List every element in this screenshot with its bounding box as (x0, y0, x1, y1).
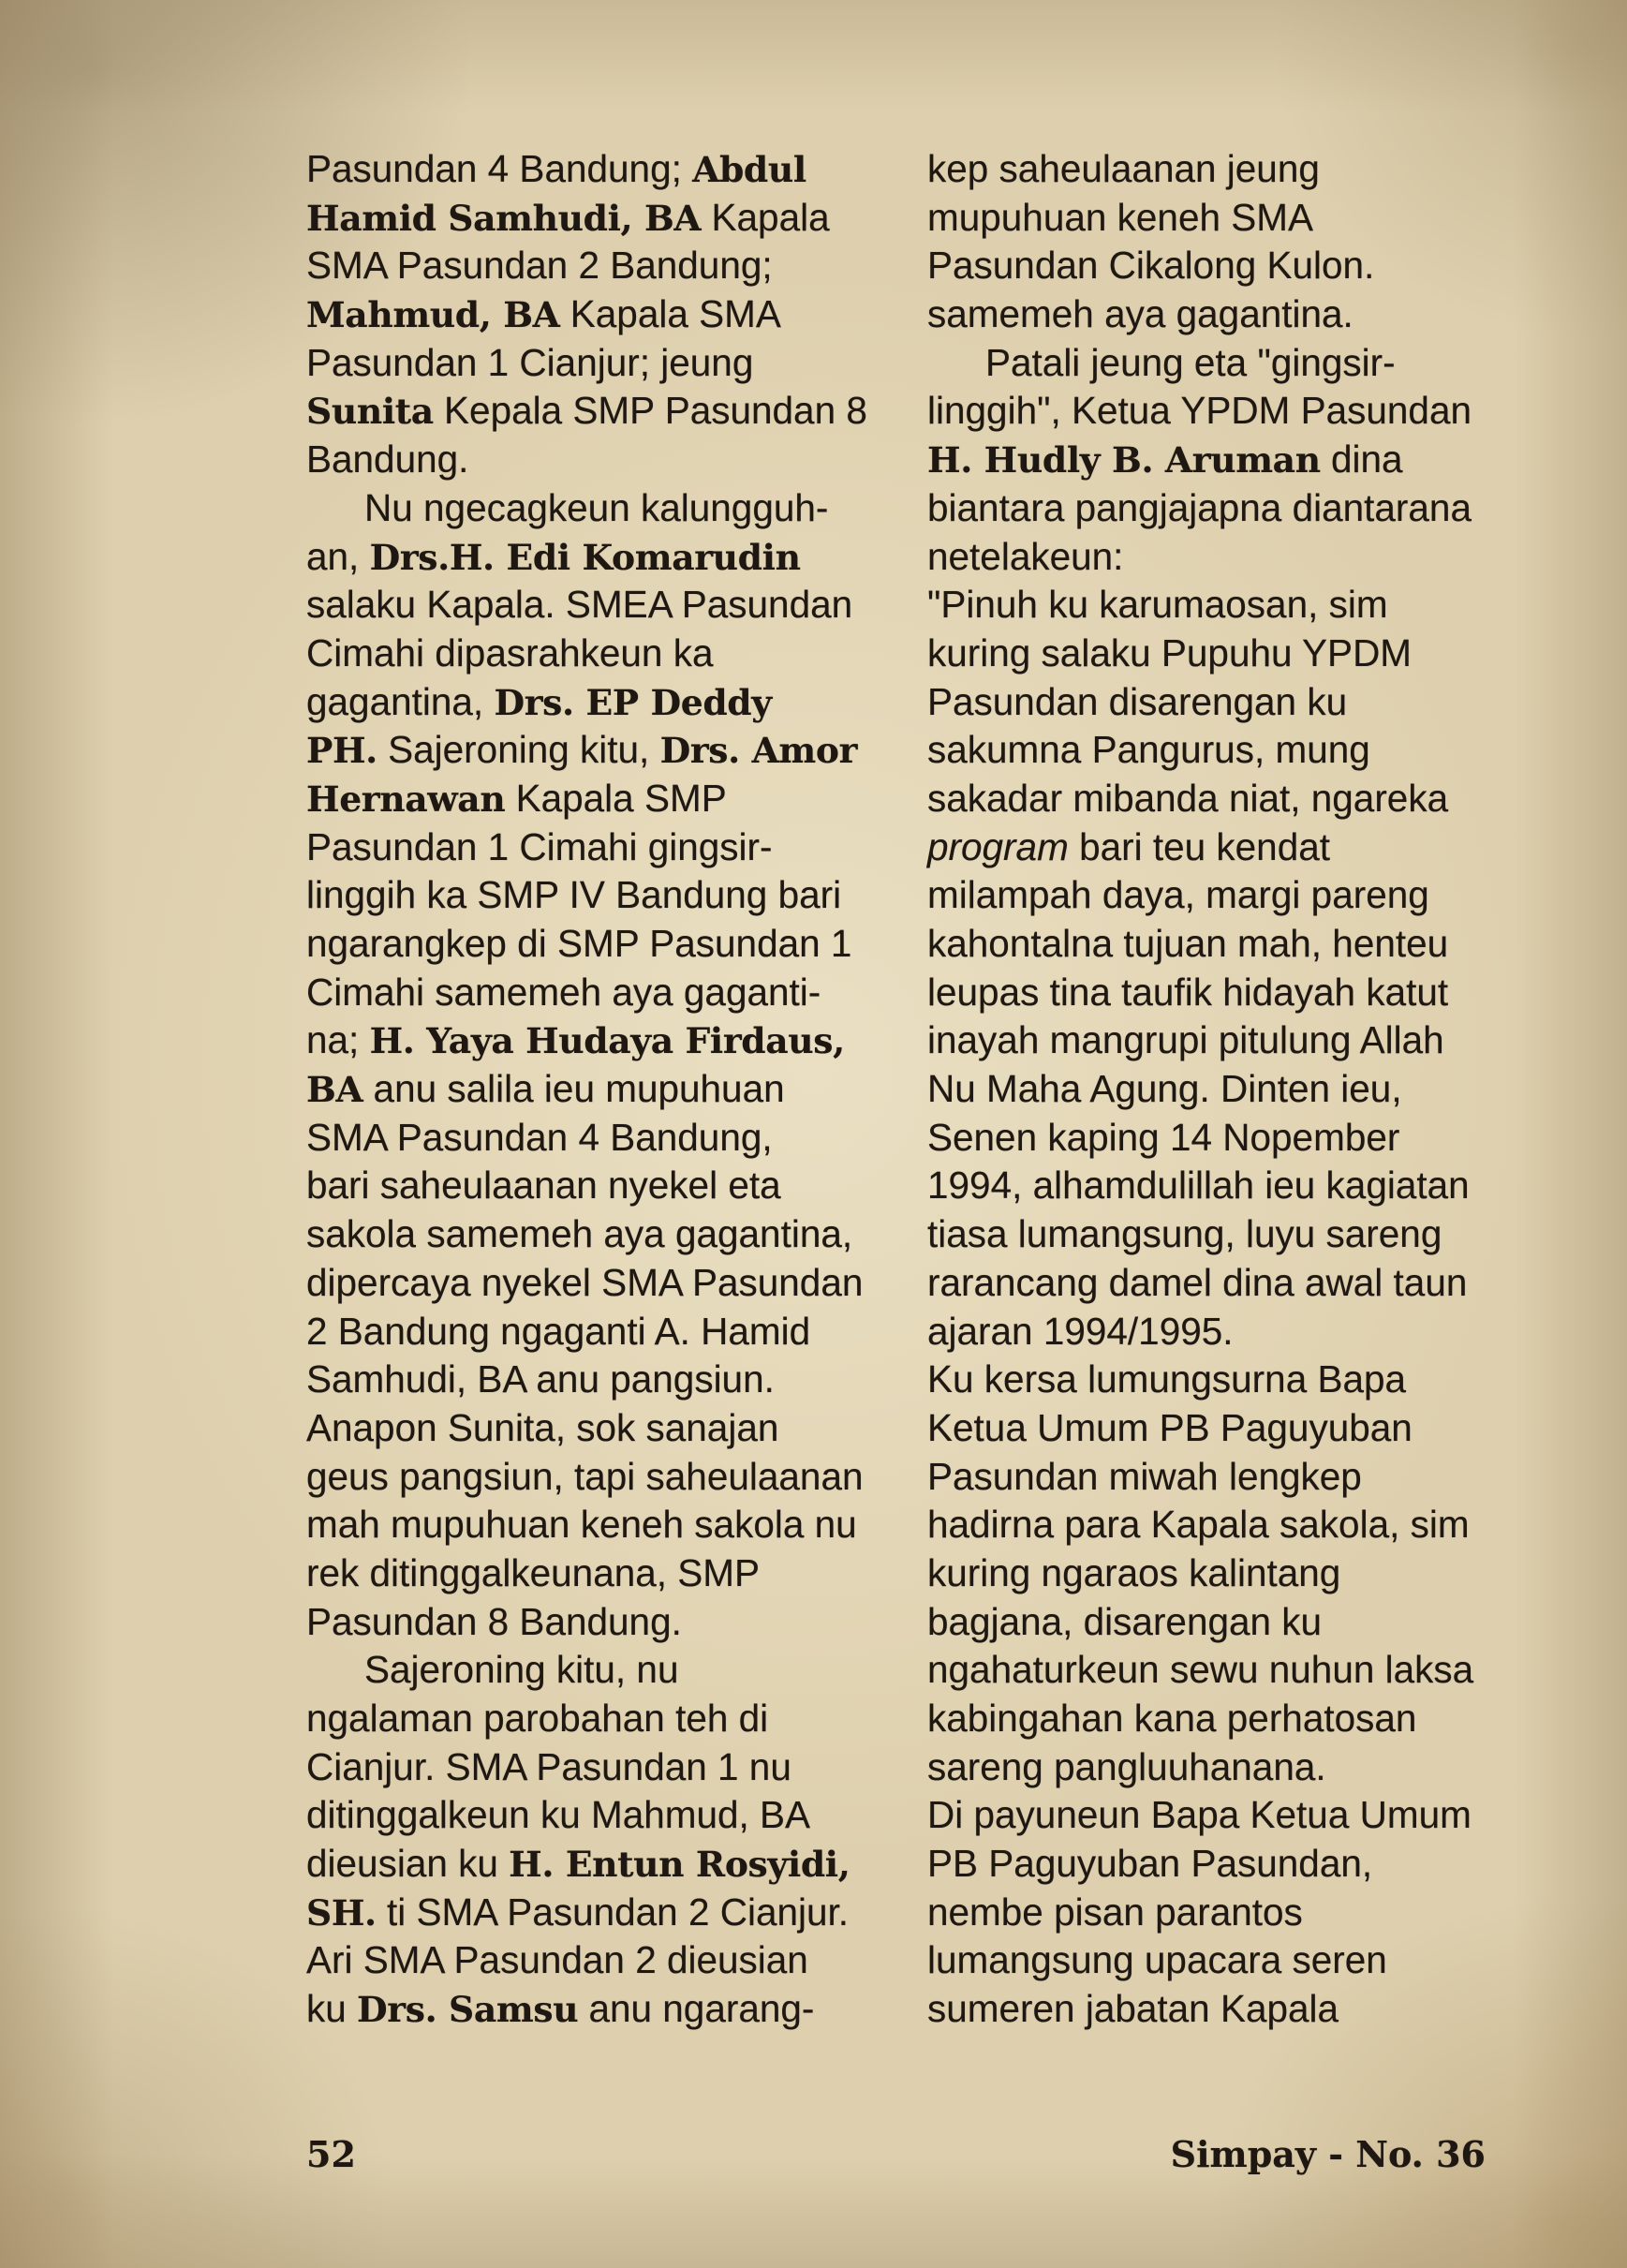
text-run: Pasundan miwah lengkep (927, 1454, 1362, 1498)
line-content (306, 145, 806, 195)
line-content (306, 920, 851, 969)
bold-text: Hamid Samhudi, BA (306, 197, 702, 239)
text-run: bari teu kendat (1068, 824, 1331, 868)
text-line (306, 1162, 880, 1210)
text-run: Pasundan 8 Bandung. (306, 1599, 682, 1643)
text-line (306, 871, 880, 920)
text-line (927, 1840, 1501, 1889)
text-run: kuring salaku Pupuhu YPDM (927, 630, 1413, 674)
text-run: Bandung. (306, 437, 469, 482)
bold-text: H. Hudly B. Aruman (927, 439, 1321, 482)
bold-text: SH. (306, 1891, 377, 1934)
text-line (927, 145, 1501, 194)
text-line (306, 194, 880, 243)
line-content (364, 484, 828, 533)
text-run: PB Paguyuban Pasundan, (927, 1842, 1373, 1886)
line-content (927, 242, 1374, 290)
text-line (927, 1501, 1501, 1549)
text-line (306, 630, 880, 678)
line-content (306, 1501, 857, 1549)
line-content (927, 1936, 1387, 1985)
line-content (306, 436, 468, 484)
line-content (927, 533, 1123, 582)
text-line (927, 1453, 1501, 1502)
text-run: Kapala (701, 195, 830, 239)
text-line (306, 581, 880, 630)
line-content (306, 871, 841, 920)
line-content (927, 484, 1472, 533)
text-run: 1994, alhamdulillah ieu kagiatan (927, 1164, 1470, 1208)
text-run: na; (306, 1018, 370, 1062)
text-line (306, 823, 880, 872)
text-run: dipercaya nyekel SMA Pasundan (306, 1260, 864, 1304)
bold-text: Drs.H. Edi Komarudin (369, 536, 801, 578)
line-content (306, 1695, 768, 1743)
text-run: 2 Bandung ngaganti A. Hamid (306, 1309, 811, 1353)
text-line (927, 678, 1501, 727)
line-content (306, 1743, 791, 1792)
text-run: sakadar mibanda niat, ngareka (927, 776, 1449, 820)
line-content (306, 1598, 682, 1647)
text-line (306, 1889, 880, 1937)
text-line (306, 242, 880, 290)
line-content (927, 581, 1388, 630)
line-content (306, 1162, 781, 1210)
bold-text: H. Entun Rosyidi, (509, 1844, 850, 1886)
text-line (927, 387, 1501, 436)
text-run: linggih", Ketua YPDM Pasundan (927, 389, 1472, 433)
line-content (306, 1936, 808, 1985)
line-content (927, 823, 1330, 872)
left-column (306, 145, 880, 2034)
line-content (306, 775, 727, 824)
text-run: bagjana, disarengan ku (927, 1599, 1323, 1643)
text-run: ditinggalkeun ku Mahmud, BA (306, 1793, 811, 1837)
text-line (927, 1549, 1501, 1598)
line-content (985, 339, 1396, 388)
text-run: Cianjur. SMA Pasundan 1 nu (306, 1744, 791, 1788)
text-line (927, 1889, 1501, 1937)
line-content (364, 1646, 678, 1695)
text-line (306, 339, 880, 388)
text-run: linggih ka SMP IV Bandung bari (306, 873, 842, 917)
text-run: sakumna Pangurus, mung (927, 728, 1370, 772)
text-run: ku (306, 1987, 358, 2031)
text-run: dina (1320, 437, 1403, 482)
page-number: 52 (306, 2133, 356, 2175)
text-run: ngalaman parobahan teh di (306, 1697, 769, 1740)
text-line (927, 1598, 1501, 1647)
text-line (927, 1259, 1501, 1308)
line-content (306, 1791, 810, 1840)
text-run: ngarangkep di SMP Pasundan 1 (306, 922, 852, 965)
line-content (306, 533, 801, 583)
text-run: Patali jeung eta "gingsir- (985, 340, 1396, 384)
text-run: Pasundan 1 Cianjur; jeung (306, 340, 754, 384)
footer-publication (1171, 2132, 1486, 2177)
line-content (927, 387, 1472, 436)
footer-separator: - (1328, 2133, 1343, 2175)
line-content (927, 1646, 1473, 1695)
text-run: Kapala SMP (505, 776, 727, 820)
text-line (927, 242, 1501, 290)
text-run: ngahaturkeun sewu nuhun laksa (927, 1648, 1474, 1692)
text-line (927, 1356, 1501, 1404)
text-line (927, 775, 1501, 823)
text-run: Ari SMA Pasundan 2 dieusian (306, 1938, 808, 1982)
line-content (306, 630, 714, 678)
paragraph-first-line (306, 484, 880, 533)
line-content (306, 1453, 864, 1502)
line-content (927, 1743, 1326, 1792)
text-line (927, 969, 1501, 1017)
text-line (306, 1549, 880, 1598)
text-line (927, 1743, 1501, 1792)
line-content (306, 726, 857, 776)
text-run: samemeh aya gagantina. (927, 292, 1353, 336)
text-line (927, 484, 1501, 533)
text-line (927, 1404, 1501, 1453)
line-content (927, 1598, 1322, 1647)
text-run: milampah daya, margi pareng (927, 873, 1429, 917)
line-content (306, 1016, 845, 1066)
line-content (927, 871, 1429, 920)
line-content (927, 775, 1448, 823)
line-content (927, 1549, 1340, 1598)
text-run: Senen kaping 14 Nopember (927, 1115, 1400, 1159)
text-line (927, 581, 1501, 630)
line-content (927, 1065, 1402, 1114)
text-run: anu salila ieu mupuhuan (362, 1067, 785, 1111)
text-line (927, 194, 1501, 243)
text-run: salaku Kapala. SMEA Pasundan (306, 583, 853, 627)
line-content (306, 1404, 778, 1453)
line-content (306, 194, 830, 244)
text-line (927, 1016, 1501, 1065)
publication-name: Simpay (1170, 2133, 1316, 2175)
text-run: sakola samemeh aya gagantina, (306, 1212, 853, 1256)
paragraph-first-line (927, 339, 1501, 388)
line-content (927, 1985, 1339, 2034)
bold-text: Drs. EP Deddy (494, 681, 772, 723)
line-content (927, 1162, 1470, 1210)
text-run: Di payuneun Bapa Ketua Umum (927, 1793, 1472, 1837)
text-run: biantara pangjajapna diantarana (927, 485, 1472, 529)
text-run: kep saheulaanan jeung (927, 147, 1320, 190)
text-run: Cimahi samemeh aya gaganti- (306, 970, 821, 1014)
bold-text: Abdul (692, 149, 806, 190)
text-line (927, 823, 1501, 872)
right-column (927, 145, 1501, 2034)
line-content (927, 1259, 1467, 1308)
line-content (927, 436, 1403, 485)
text-run: Kepala SMP Pasundan 8 (433, 389, 867, 433)
text-line (927, 1695, 1501, 1743)
text-line (306, 678, 880, 727)
line-content (927, 1889, 1303, 1937)
line-content (306, 1210, 852, 1259)
line-content (927, 194, 1313, 243)
text-run: Nu Maha Agung. Dinten ieu, (927, 1067, 1402, 1111)
text-line (306, 1114, 880, 1163)
text-line (927, 1162, 1501, 1210)
line-content (927, 145, 1320, 194)
text-line (927, 1210, 1501, 1259)
text-line (306, 1501, 880, 1549)
line-content (927, 1114, 1399, 1163)
text-run: tiasa lumangsung, luyu sareng (927, 1212, 1442, 1256)
text-line (306, 1840, 880, 1889)
line-content (927, 726, 1370, 775)
line-content (306, 339, 753, 388)
line-content (927, 969, 1448, 1017)
line-content (927, 290, 1353, 339)
text-line (927, 726, 1501, 775)
text-run: mupuhuan keneh SMA (927, 195, 1314, 239)
text-run: Pasundan Cikalong Kulon. (927, 244, 1375, 288)
line-content (306, 1549, 760, 1598)
text-line (306, 1598, 880, 1647)
text-line (927, 871, 1501, 920)
text-run: ti SMA Pasundan 2 Cianjur. (376, 1890, 850, 1934)
line-content (306, 242, 773, 290)
text-line (306, 1065, 880, 1114)
bold-text: PH. (306, 730, 377, 772)
line-content (306, 581, 852, 630)
text-line (927, 920, 1501, 969)
line-content (927, 1210, 1442, 1259)
text-line (306, 387, 880, 436)
text-run: lumangsung upacara seren (927, 1938, 1387, 1982)
text-run: inayah mangrupi pitulung Allah (927, 1018, 1444, 1062)
text-line (927, 1791, 1501, 1840)
line-content (306, 290, 781, 340)
text-run: rarancang damel dina awal taun (927, 1260, 1468, 1304)
text-line (306, 1210, 880, 1259)
text-line (306, 1453, 880, 1502)
text-run: Nu ngecagkeun kalungguh- (364, 485, 829, 529)
line-content (927, 920, 1448, 969)
text-run: dieusian ku (306, 1842, 510, 1886)
line-content (927, 1695, 1416, 1743)
text-line (306, 290, 880, 339)
text-run: Kapala SMA (559, 292, 781, 336)
line-content (927, 1404, 1413, 1453)
bold-text: H. Yaya Hudaya Firdaus, (369, 1020, 845, 1062)
line-content (306, 1308, 810, 1356)
text-run: netelakeun: (927, 534, 1124, 578)
line-content (927, 1840, 1372, 1889)
text-line (927, 1308, 1501, 1356)
bold-text: Sunita (306, 391, 434, 433)
text-run: SMA Pasundan 4 Bandung, (306, 1115, 773, 1159)
line-content (306, 1114, 773, 1163)
line-content (306, 1356, 775, 1404)
text-run: Ketua Umum PB Paguyuban (927, 1405, 1413, 1449)
text-run: kabingahan kana perhatosan (927, 1697, 1417, 1740)
line-content (306, 1985, 814, 2035)
line-content (927, 1453, 1362, 1502)
text-run: Pasundan 4 Bandung; (306, 147, 693, 190)
text-run: "Pinuh ku karumaosan, sim (927, 583, 1388, 627)
text-run: Ku kersa lumungsurna Bapa (927, 1357, 1407, 1401)
line-content (306, 823, 773, 872)
text-run: anu ngarang- (578, 1987, 815, 2031)
text-run: bari saheulaanan nyekel eta (306, 1164, 781, 1208)
text-line (306, 436, 880, 484)
text-line (927, 1985, 1501, 2034)
text-run: sumeren jabatan Kapala (927, 1987, 1339, 2031)
bold-text: BA (306, 1069, 363, 1111)
italic-text: program (927, 824, 1069, 868)
text-run: Sajeroning kitu, (377, 728, 660, 772)
text-run: SMA Pasundan 2 Bandung; (306, 244, 773, 288)
text-line (306, 1743, 880, 1792)
line-content (927, 630, 1412, 678)
text-line (306, 969, 880, 1017)
text-run: rek ditinggalkeunana, SMP (306, 1550, 761, 1594)
text-run: Samhudi, BA anu pangsiun. (306, 1357, 775, 1401)
text-run: ajaran 1994/1995. (927, 1309, 1234, 1353)
text-line (927, 1065, 1501, 1114)
line-content (927, 1308, 1234, 1356)
text-run: Pasundan 1 Cimahi gingsir- (306, 824, 773, 868)
line-content (306, 387, 867, 437)
line-content (306, 1065, 785, 1115)
issue-number: No. 36 (1355, 2133, 1486, 2175)
line-content (306, 1840, 850, 1890)
line-content (927, 1501, 1470, 1549)
text-line (306, 533, 880, 582)
text-run: leupas tina taufik hidayah katut (927, 970, 1449, 1014)
text-run: hadirna para Kapala sakola, sim (927, 1503, 1470, 1547)
text-line (306, 1985, 880, 2034)
text-line (306, 145, 880, 194)
line-content (306, 1889, 849, 1938)
text-run: Sajeroning kitu, nu (364, 1648, 679, 1692)
line-content (927, 678, 1347, 727)
bold-text: Hernawan (306, 778, 506, 820)
text-line (927, 1936, 1501, 1985)
text-line (306, 1356, 880, 1404)
text-line (927, 1114, 1501, 1163)
text-run: nembe pisan parantos (927, 1890, 1303, 1934)
text-run: Anapon Sunita, sok sanajan (306, 1405, 779, 1449)
text-line (306, 1308, 880, 1356)
text-run: an, (306, 534, 370, 578)
text-line (306, 775, 880, 823)
text-line (927, 630, 1501, 678)
text-run: gagantina, (306, 679, 495, 723)
text-line (927, 1646, 1501, 1695)
text-line (306, 1936, 880, 1985)
line-content (927, 1016, 1444, 1065)
text-line (306, 726, 880, 775)
text-line (306, 1259, 880, 1308)
bold-text: Mahmud, BA (306, 294, 560, 336)
text-run: sareng pangluuhanana. (927, 1744, 1326, 1788)
text-run: geus pangsiun, tapi saheulaanan (306, 1454, 864, 1498)
text-line (306, 1791, 880, 1840)
text-run: kahontalna tujuan mah, henteu (927, 922, 1449, 965)
text-run: kuring ngaraos kalintang (927, 1550, 1341, 1594)
paragraph-first-line (306, 1646, 880, 1695)
text-line (306, 920, 880, 969)
text-line (927, 290, 1501, 339)
text-line (306, 1016, 880, 1065)
text-line (927, 436, 1501, 484)
text-line (927, 533, 1501, 582)
text-run: mah mupuhuan keneh sakola nu (306, 1503, 857, 1547)
text-line (306, 1404, 880, 1453)
line-content (306, 969, 821, 1017)
line-content (927, 1356, 1406, 1404)
bold-text: Drs. Samsu (357, 1989, 579, 2031)
text-run: Cimahi dipasrahkeun ka (306, 630, 714, 674)
bold-text: Drs. Amor (659, 730, 858, 772)
line-content (306, 1259, 863, 1308)
line-content (306, 678, 772, 728)
text-run: Pasundan disarengan ku (927, 679, 1348, 723)
text-line (306, 1695, 880, 1743)
line-content (927, 1791, 1472, 1840)
